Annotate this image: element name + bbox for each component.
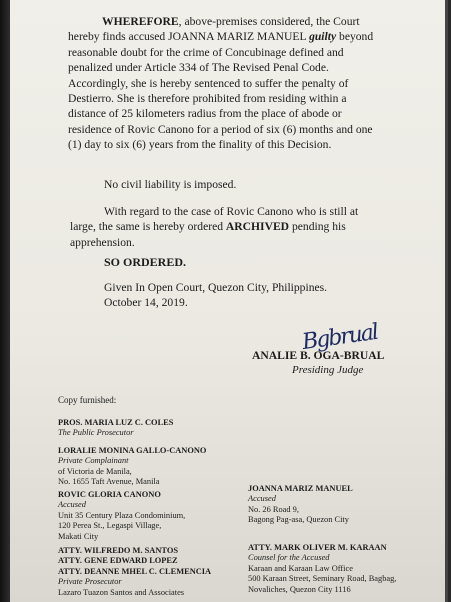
copy-furnished-heading: Copy furnished: [58, 395, 117, 405]
dispositive-line-7: distance of 25 kilometers radius from the place of abode or [68, 107, 342, 121]
judge-name: ANALIE B. OGA-BRUAL [252, 349, 385, 362]
archive-line-1: With regard to the case of Rovic Canono who is still at [104, 205, 359, 218]
given-in-court [104, 280, 327, 311]
dispositive-line-8: residence of Rovic Canono for a period of six (6) months and one [68, 122, 373, 136]
page-edge [445, 0, 448, 602]
copy-complainant: LORALIE MONINA GALLO-CANONO Private Complainant of Victoria de Manila, No. 1655 Taft Avenue, Manila [58, 446, 207, 487]
dispositive-line-9: (1) day to six (6) years from the finality of this Decision. [68, 138, 332, 152]
archive-line-3: apprehension. [70, 235, 135, 249]
so-ordered: SO ORDERED. [104, 255, 187, 269]
archive-line-2: large, the same is hereby ordered ARCHIVED pending his [70, 220, 346, 234]
dispositive-line-5: Accordingly, she is hereby sentenced to suffer the penalty of [68, 76, 349, 90]
copy-private-prosecutors: ATTY. WILFREDO M. SANTOS ATTY. GENE EDWARD LOPEZ ATTY. DEANNE MHEL C. CLEMENCIA Private Prosecutor Lazaro Tuazon Santos and Associates [58, 546, 212, 597]
dispositive-line-3: reasonable doubt for the crime of Concubinage defined and [68, 45, 344, 59]
given-line-2: October 14, 2019. [104, 296, 188, 310]
document-page [10, 0, 448, 602]
given-line-1: Given In Open Court, Quezon City, Philippines. [104, 281, 328, 294]
copy-defense-counsel: ATTY. MARK OLIVER M. KARAAN Counsel for the Accused Karaan and Karaan Law Office 500 Karaan Street, Seminary Road, Bagbag, Novaliches, Quezon City 1116 [248, 543, 397, 594]
civil-liability-text: No civil liability is imposed. [104, 178, 237, 191]
judge-signature: Bgbrual [300, 319, 379, 356]
dispositive-line-2: hereby finds accused JOANNA MARIZ MANUEL guilty beyond [68, 30, 374, 44]
dispositive-paragraph: WHEREFORE, above-premises considered, the Court hereby finds accused JOANNA MARIZ MANUEL guilty beyond reasonable doubt for the crime of Concubinage defined and penalized under Article 334 of The Revised Penal Code. Accordingly, she is hereby sentenced to suffer the penalty of Destierro. She is therefore prohibited from residing within a distance of 25 kilometers radius from the place of abode or residence of Rovic Canono for a period of six (6) months and one (1) day to six (6) years from the finality of this Decision. [68, 14, 438, 153]
dispositive-line-6: Destierro. She is therefore prohibited from residing within a [68, 92, 347, 106]
copy-prosecutor: PROS. MARIA LUZ C. COLES The Public Prosecutor [58, 418, 174, 438]
copy-accused-joanna: JOANNA MARIZ MANUEL Accused No. 26 Road 9, Bagong Pag-asa, Quezon City [248, 484, 353, 525]
wherefore-word: WHEREFORE [102, 15, 179, 28]
archive-paragraph [70, 204, 440, 250]
dispositive-line-4: penalized under Article 334 of The Revised Penal Code. [68, 61, 329, 75]
copy-accused-rovic: ROVIC GLORIA CANONO Accused Unit 35 Century Plaza Condominium, 120 Perea St., Legaspi Village, Makati City [58, 490, 186, 541]
judge-title: Presiding Judge [292, 364, 364, 376]
